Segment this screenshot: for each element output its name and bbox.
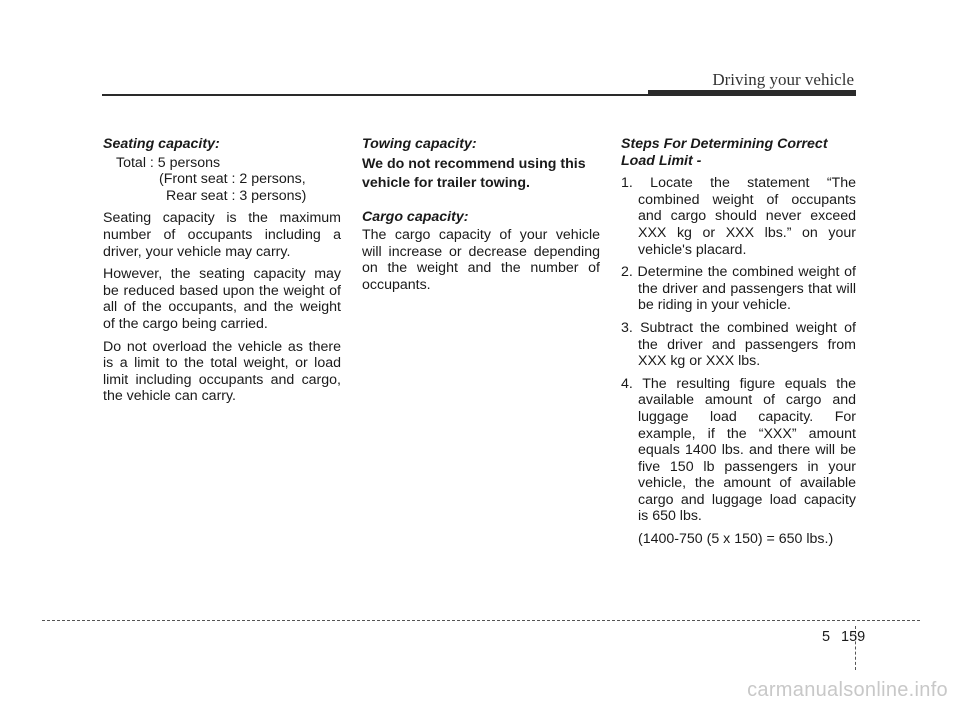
list-item: 1. Locate the statement “The combined weight of occupants and cargo should never exceed XXX kg or XXX lbs.” on your vehicle's placard.: [621, 175, 856, 258]
list-item: 3. Subtract the combined weight of the driver and passengers from XXX kg or XXX lbs.: [621, 319, 856, 370]
seating-total: Total : 5 persons: [116, 154, 221, 171]
section-number: 5: [822, 629, 831, 645]
column-seating-capacity: [103, 136, 341, 411]
load-limit-formula: (1400-750 (5 x 150) = 650 lbs.): [638, 531, 834, 548]
list-item: 2. Determine the combined weight of the driver and passengers that will be riding in your vehicle.: [621, 264, 856, 314]
page-header-title: Driving your vehicle: [712, 70, 854, 89]
watermark: carmanualsonline.info: [747, 679, 948, 701]
cargo-capacity-heading: Cargo capacity:: [362, 208, 469, 225]
header-rule-thin: [102, 94, 650, 96]
page-number: 159: [841, 629, 866, 645]
load-limit-steps-list: [621, 175, 856, 525]
towing-capacity-heading: Towing capacity:: [362, 136, 477, 152]
towing-capacity-text: We do not recommend using this vehicle for trailer towing.: [362, 155, 586, 191]
column-load-limit-steps: [621, 136, 856, 548]
spacer: [362, 199, 600, 209]
footer-rule: [42, 620, 920, 621]
seating-paragraph-2: However, the seating capacity may be reduced based upon the weight of all of the occupants, and the weight of the cargo being carried.: [103, 266, 341, 332]
list-item: 4. The resulting figure equals the available amount of cargo and luggage load capacity. For example, if the “XXX” amount equals 1400 lbs. and there will be five 150 lb passengers in your vehicle, the amount of available cargo and luggage load capacity is 650 lbs.: [621, 375, 856, 525]
seating-front: (Front seat : 2 persons,: [159, 171, 306, 188]
header-rule-thick: [648, 90, 856, 96]
load-limit-heading-line2: Load Limit -: [621, 152, 702, 169]
column-towing-cargo: [362, 136, 600, 300]
seating-paragraph-3: Do not overload the vehicle as there is a limit to the total weight, or load limit including occupants and cargo, the vehicle can carry.: [103, 338, 341, 405]
seating-paragraph-1: Seating capacity is the maximum number of occupants including a driver, your vehicle may carry.: [103, 210, 341, 260]
seating-capacity-heading: Seating capacity:: [103, 136, 220, 152]
seating-rear: Rear seat : 3 persons): [166, 187, 307, 204]
cargo-capacity-text: The cargo capacity of your vehicle will increase or decrease depending on the weight and the number of occupants.: [362, 227, 600, 293]
load-limit-heading-line1: Steps For Determining Correct: [621, 136, 828, 152]
